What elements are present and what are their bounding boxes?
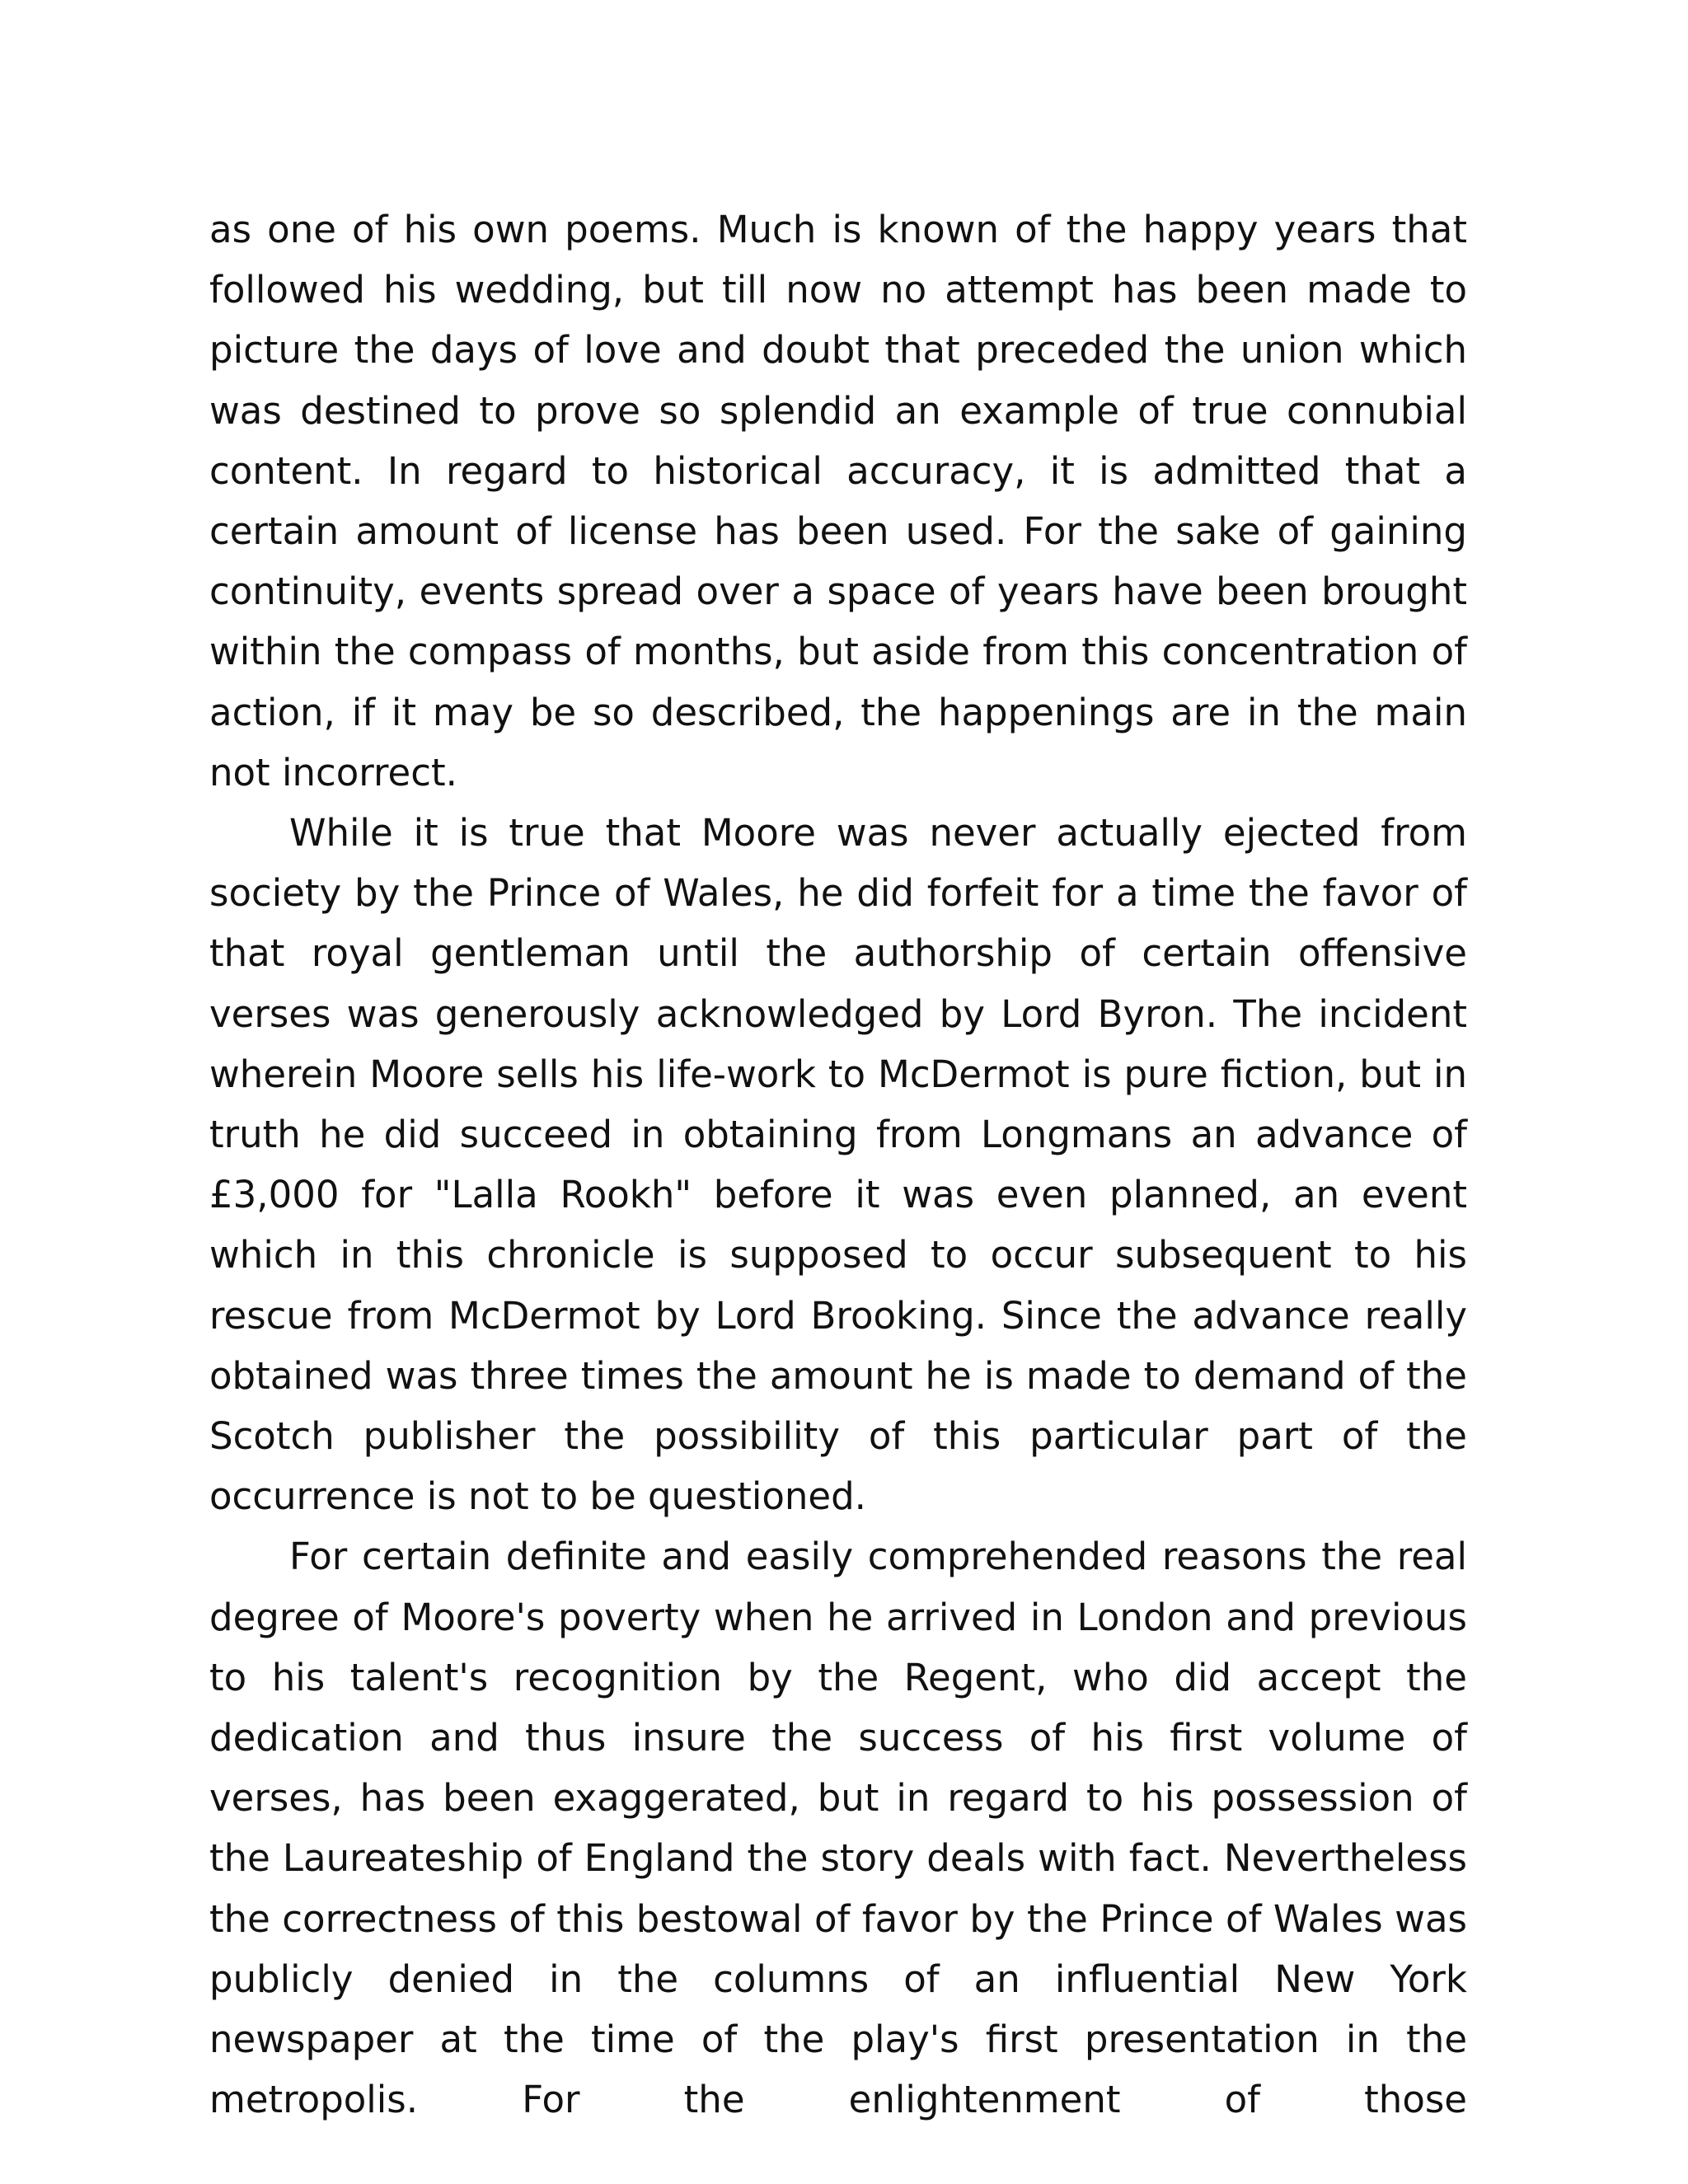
paragraph-2: While it is true that Moore was never actually ejected from society by the Prince of Wales, he did forfeit for a time the favor of that royal gentleman until the authorship of certain offensive verses was generously acknowledged by Lord Byron. The incident wherein Moore sells his life-work to McDermot is pure fiction, but in truth he did succeed in obtaining from Longmans an advance of £3,000 for "Lalla Rookh" before it was even planned, an event which in this chronicle is supposed to occur subsequent to his rescue from McDermot by Lord Brooking. Since the advance really obtained was three times the amount he is made to demand of the Scotch publisher the possibility of this particular part of the occurrence is not to be questioned. xyxy=(209,811,1467,1519)
body-text xyxy=(209,199,1467,2130)
paragraph-1: as one of his own poems. Much is known of the happy years that followed his wedding, but till now no attempt has been made to picture the days of love and doubt that preceded the union which was destined to prove so splendid an example of true connubial content. In regard to historical accuracy, it is admitted that a certain amount of license has been used. For the sake of gaining continuity, events spread over a space of years have been brought within the compass of months, but aside from this concentration of action, if it may be so described, the happenings are in the main not incorrect. xyxy=(209,208,1467,794)
paragraph-3: For certain definite and easily comprehended reasons the real degree of Moore's poverty when he arrived in London and previous to his talent's recognition by the Regent, who did accept the dedication and thus insure the success of his first volume of verses, has been exaggerated, but in regard to his possession of the Laureateship of England the story deals with fact. Nevertheless the correctness of this bestowal of favor by the Prince of Wales was publicly denied in the columns of an influential New York newspaper at the time of the play's first presentation in the metropolis. For the enlightenment of those xyxy=(209,1535,1467,2122)
